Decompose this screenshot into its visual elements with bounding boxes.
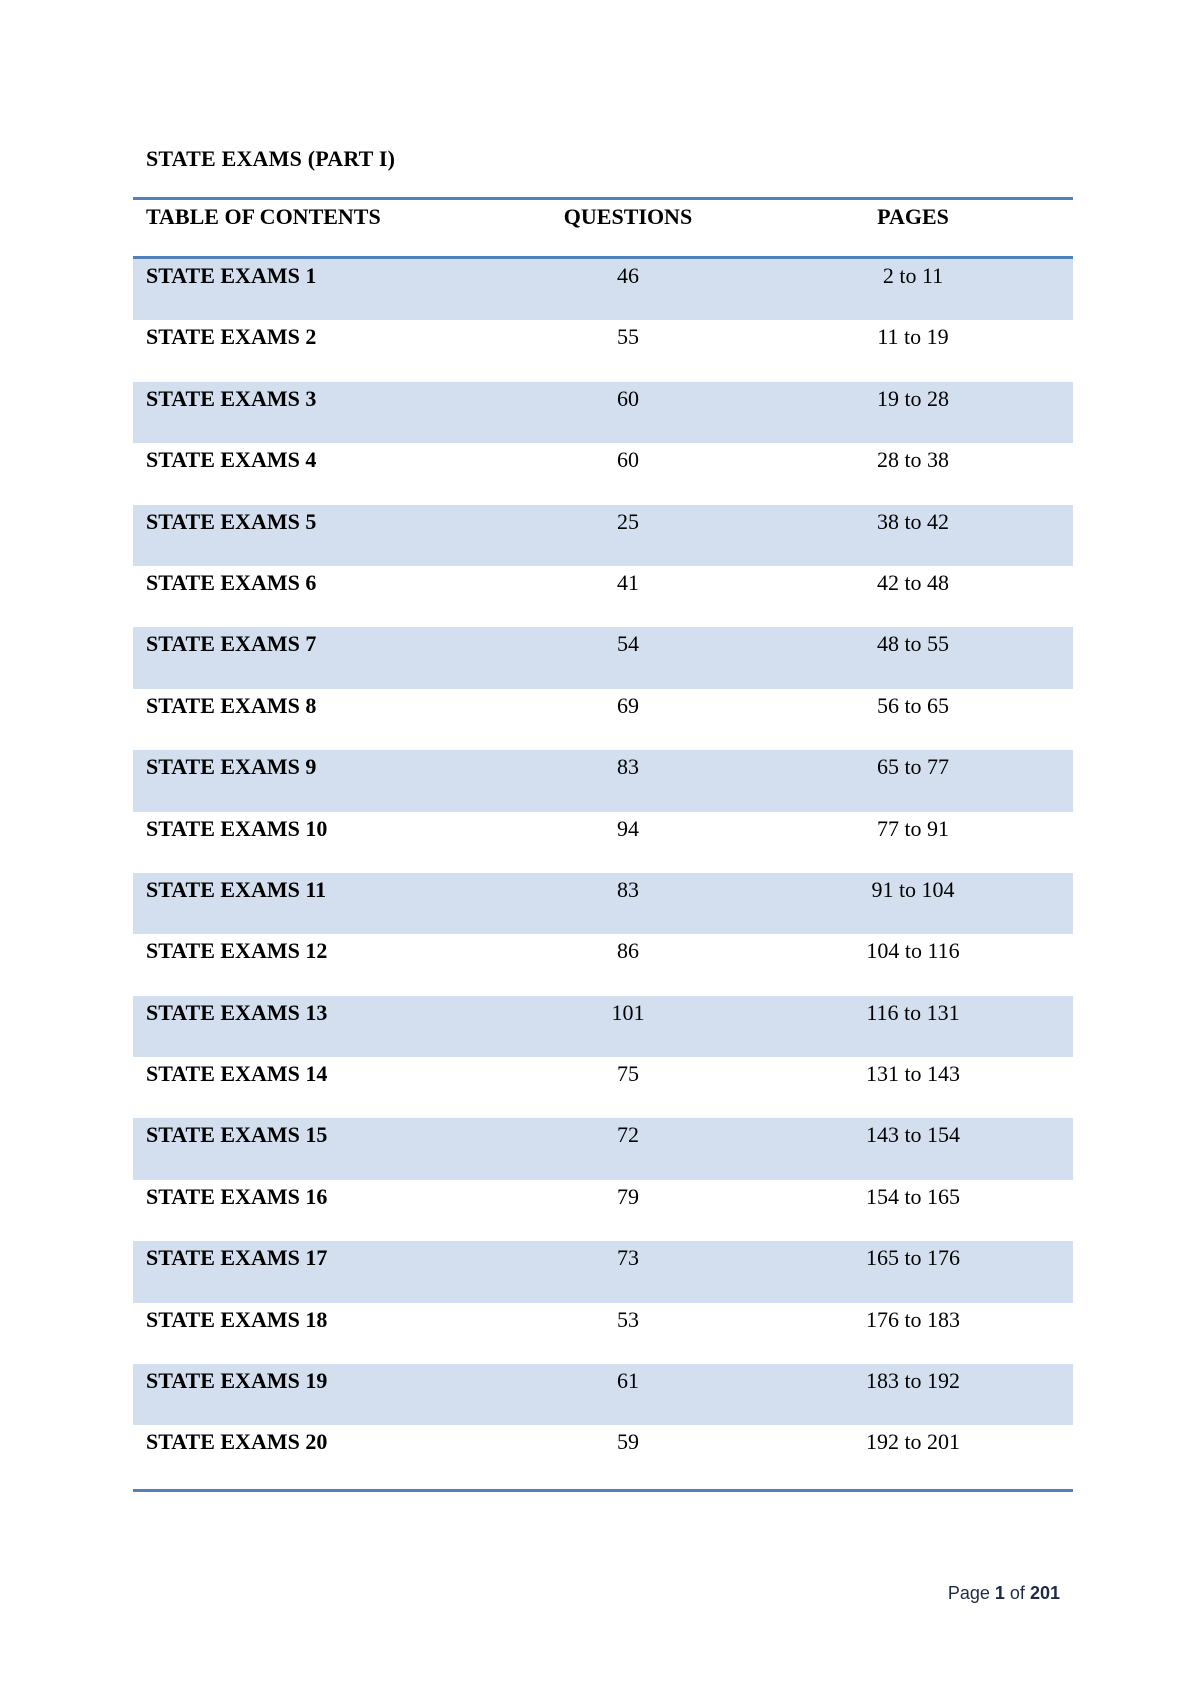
header-questions: QUESTIONS xyxy=(563,204,693,229)
row-pages: 2 to 11 xyxy=(882,263,944,288)
table-header-row xyxy=(133,200,1073,259)
table-row xyxy=(133,750,1073,811)
row-pages: 116 to 131 xyxy=(866,999,960,1025)
row-pages: 11 to 19 xyxy=(877,324,949,350)
row-exam-name: STATE EXAMS 12 xyxy=(146,938,328,964)
document-title: STATE EXAMS (PART I) xyxy=(146,146,396,171)
row-questions: 25 xyxy=(617,508,639,534)
row-pages: 143 to 154 xyxy=(865,1122,961,1148)
table-row xyxy=(133,443,1073,504)
row-questions: 73 xyxy=(617,1245,639,1271)
row-questions: 83 xyxy=(617,876,639,902)
footer-page-word: Page xyxy=(947,1583,990,1603)
table-row xyxy=(133,1118,1073,1179)
row-pages: 28 to 38 xyxy=(876,447,950,473)
row-exam-name: STATE EXAMS 15 xyxy=(146,1122,328,1148)
row-questions: 86 xyxy=(617,938,639,964)
row-pages: 48 to 55 xyxy=(876,631,950,657)
row-exam-name: STATE EXAMS 10 xyxy=(146,815,328,841)
row-pages: 104 to 116 xyxy=(866,938,960,964)
row-pages: 131 to 143 xyxy=(865,1061,961,1087)
table-row xyxy=(133,689,1073,750)
row-exam-name: STATE EXAMS 16 xyxy=(146,1183,328,1209)
table-row xyxy=(133,505,1073,566)
row-questions: 69 xyxy=(617,692,639,718)
row-exam-name: STATE EXAMS 8 xyxy=(146,692,317,718)
row-exam-name: STATE EXAMS 9 xyxy=(146,754,317,780)
row-exam-name: STATE EXAMS 5 xyxy=(146,508,317,534)
table-row xyxy=(133,1364,1073,1425)
row-pages: 183 to 192 xyxy=(865,1368,961,1394)
row-pages: 19 to 28 xyxy=(876,385,950,411)
row-questions: 72 xyxy=(617,1122,639,1148)
footer-current-page: 1 xyxy=(994,1583,1005,1603)
table-row xyxy=(133,1425,1073,1486)
row-questions: 55 xyxy=(617,324,639,350)
row-exam-name: STATE EXAMS 17 xyxy=(146,1245,328,1271)
row-pages: 176 to 183 xyxy=(865,1306,961,1332)
row-questions: 59 xyxy=(617,1429,639,1455)
row-questions: 94 xyxy=(617,815,639,841)
row-exam-name: STATE EXAMS 20 xyxy=(146,1429,328,1455)
row-exam-name: STATE EXAMS 4 xyxy=(146,447,317,473)
row-questions: 75 xyxy=(617,1061,639,1087)
table-row xyxy=(133,1180,1073,1241)
table-body xyxy=(133,259,1073,1487)
page-number-footer xyxy=(948,1583,1060,1604)
row-questions: 41 xyxy=(617,569,639,595)
table-row xyxy=(133,934,1073,995)
table-bottom-rule xyxy=(133,1489,1073,1492)
row-pages: 38 to 42 xyxy=(876,508,950,534)
row-pages: 65 to 77 xyxy=(876,754,950,780)
row-pages: 154 to 165 xyxy=(865,1183,961,1209)
row-pages: 165 to 176 xyxy=(865,1245,961,1271)
row-exam-name: STATE EXAMS 11 xyxy=(146,876,327,902)
table-row xyxy=(133,873,1073,934)
row-questions: 60 xyxy=(617,385,639,411)
row-exam-name: STATE EXAMS 19 xyxy=(146,1368,328,1394)
row-exam-name: STATE EXAMS 18 xyxy=(146,1306,328,1332)
table-row xyxy=(133,566,1073,627)
table-of-contents xyxy=(133,197,1073,1492)
row-exam-name: STATE EXAMS 14 xyxy=(146,1061,328,1087)
table-row xyxy=(133,1241,1073,1302)
table-row xyxy=(133,627,1073,688)
row-exam-name: STATE EXAMS 13 xyxy=(146,999,328,1025)
row-pages: 56 to 65 xyxy=(876,692,950,718)
row-pages: 192 to 201 xyxy=(865,1429,961,1455)
row-exam-name: STATE EXAMS 7 xyxy=(146,631,317,657)
row-questions: 79 xyxy=(617,1183,639,1209)
row-questions: 101 xyxy=(611,999,645,1025)
footer-of-word: of xyxy=(1009,1583,1025,1603)
header-contents: TABLE OF CONTENTS xyxy=(146,204,381,229)
table-row xyxy=(133,382,1073,443)
row-pages: 77 to 91 xyxy=(876,815,950,841)
row-questions: 60 xyxy=(617,447,639,473)
row-pages: 91 to 104 xyxy=(871,876,955,902)
row-questions: 54 xyxy=(617,631,639,657)
row-questions: 46 xyxy=(617,263,639,288)
row-exam-name: STATE EXAMS 1 xyxy=(146,263,317,288)
row-exam-name: STATE EXAMS 2 xyxy=(146,324,317,350)
row-questions: 53 xyxy=(617,1306,639,1332)
row-exam-name: STATE EXAMS 6 xyxy=(146,569,317,595)
row-exam-name: STATE EXAMS 3 xyxy=(146,385,317,411)
row-questions: 61 xyxy=(617,1368,639,1394)
row-pages: 42 to 48 xyxy=(876,569,950,595)
table-row xyxy=(133,320,1073,381)
row-questions: 83 xyxy=(617,754,639,780)
table-row xyxy=(133,259,1073,320)
table-row xyxy=(133,812,1073,873)
header-pages: PAGES xyxy=(877,204,949,229)
footer-total-pages: 201 xyxy=(1029,1583,1060,1603)
table-row xyxy=(133,1057,1073,1118)
table-row xyxy=(133,996,1073,1057)
table-row xyxy=(133,1303,1073,1364)
